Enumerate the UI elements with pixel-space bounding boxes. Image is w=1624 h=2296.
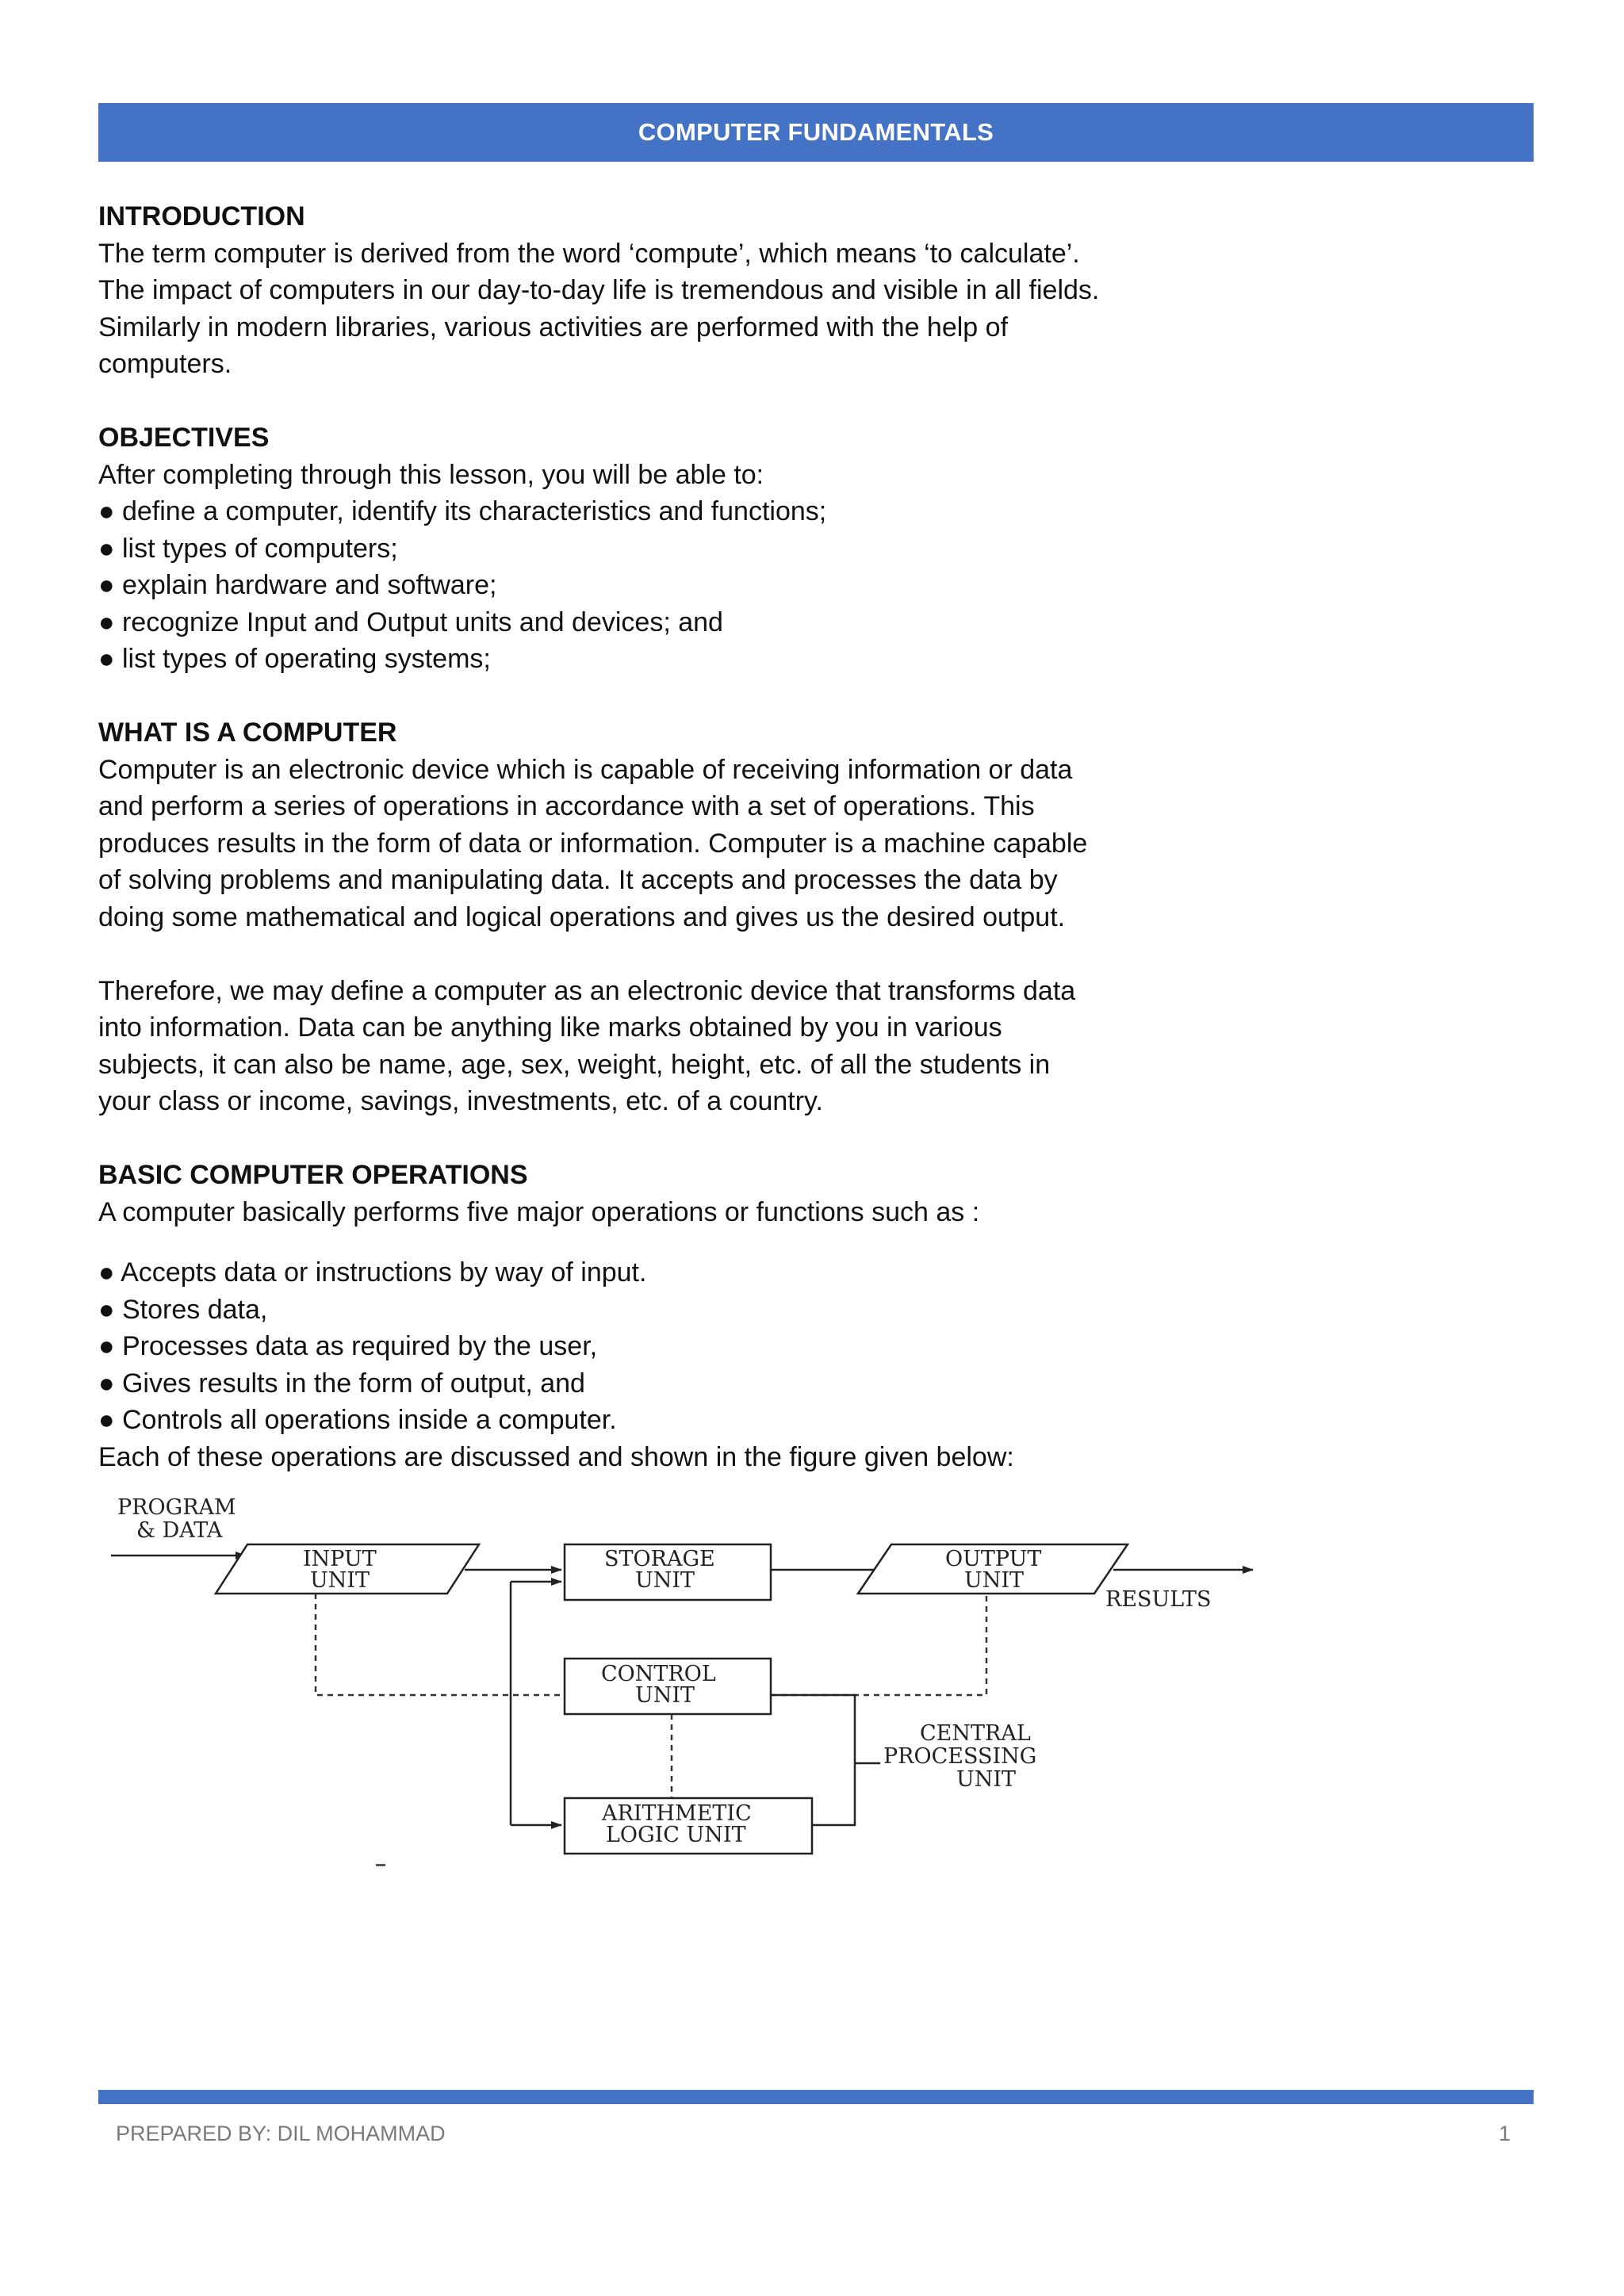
objective-item: ● list types of computers;	[98, 533, 398, 564]
storage-unit-label-2: UNIT	[635, 1568, 695, 1593]
operation-item: ● Processes data as required by the user,	[98, 1331, 598, 1361]
objective-item: ● explain hardware and software;	[98, 570, 497, 600]
paragraph-line: and perform a series of operations in accordance with a set of operations. This	[98, 791, 1035, 821]
operation-item: ● Stores data,	[98, 1294, 268, 1325]
cpu-label-3: UNIT	[956, 1767, 1017, 1792]
section-heading-introduction: INTRODUCTION	[98, 201, 305, 232]
paragraph-line: subjects, it can also be name, age, sex, weight, height, etc. of all the students in	[98, 1049, 1051, 1080]
document-title: COMPUTER FUNDAMENTALS	[638, 118, 994, 146]
operation-item: ● Gives results in the form of output, and	[98, 1368, 585, 1399]
intro-line: Similarly in modern libraries, various activities are performed with the help of	[98, 312, 1009, 342]
results-label: RESULTS	[1105, 1587, 1212, 1612]
page-number: 1	[1499, 2122, 1511, 2145]
intro-line: The impact of computers in our day-to-day life is tremendous and visible in all fields.	[98, 275, 1100, 305]
control-unit-label-2: UNIT	[635, 1683, 695, 1708]
section-heading-basic-operations: BASIC COMPUTER OPERATIONS	[98, 1160, 528, 1190]
objective-item: ● define a computer, identify its characteristics and functions;	[98, 496, 827, 526]
document-body	[98, 198, 1208, 1475]
document-title-bar	[98, 103, 1534, 162]
paragraph-line: Therefore, we may define a computer as an electronic device that transforms data	[98, 975, 1076, 1006]
output-control-dashed-line	[771, 1594, 986, 1695]
paragraph-line: produces results in the form of data or information. Computer is a machine capable	[98, 828, 1088, 859]
data-label: & DATA	[136, 1518, 223, 1543]
footer-author: PREPARED BY: DIL MOHAMMAD	[116, 2122, 446, 2145]
cpu-label-2: PROCESSING	[883, 1744, 1037, 1769]
operation-item: ● Controls all operations inside a computer.	[98, 1405, 617, 1435]
objective-item: ● recognize Input and Output units and devices; and	[98, 607, 723, 637]
input-unit-label: INPUT	[303, 1547, 377, 1571]
basic-ops-lead: A computer basically performs five major operations or functions such as :	[98, 1196, 980, 1227]
intro-line: The term computer is derived from the word ‘compute’, which means ‘to calculate’.	[98, 238, 1080, 269]
computer-organization-diagram	[98, 1490, 1272, 1871]
figure-intro: Each of these operations are discussed and shown in the figure given below:	[98, 1441, 1014, 1472]
paragraph-line: doing some mathematical and logical operations and gives us the desired output.	[98, 901, 1066, 932]
section-heading-objectives: OBJECTIVES	[98, 423, 270, 453]
output-unit-label-2: UNIT	[964, 1568, 1025, 1593]
intro-line: computers.	[98, 349, 232, 379]
control-unit-label: CONTROL	[601, 1662, 716, 1686]
stray-mark	[376, 1864, 385, 1866]
objective-item: ● list types of operating systems;	[98, 644, 491, 674]
paragraph-line: into information. Data can be anything like marks obtained by you in various	[98, 1012, 1002, 1043]
objectives-lead: After completing through this lesson, you will be able to:	[98, 459, 764, 490]
cpu-label: CENTRAL	[920, 1721, 1031, 1746]
paragraph-line: your class or income, savings, investments, etc. of a country.	[98, 1086, 823, 1116]
input-unit-label-2: UNIT	[310, 1568, 370, 1593]
footer-rule	[98, 2090, 1534, 2104]
alu-label-2: LOGIC UNIT	[606, 1823, 746, 1847]
section-heading-what-is-a-computer: WHAT IS A COMPUTER	[98, 718, 397, 748]
output-unit-label: OUTPUT	[945, 1547, 1042, 1571]
paragraph-line: Computer is an electronic device which is capable of receiving information or data	[98, 754, 1073, 785]
operation-item: ● Accepts data or instructions by way of input.	[98, 1257, 647, 1288]
storage-unit-label: STORAGE	[604, 1547, 715, 1571]
alu-label: ARITHMETIC	[602, 1801, 752, 1826]
program-label: PROGRAM	[117, 1495, 236, 1520]
paragraph-line: of solving problems and manipulating data. It accepts and processes the data by	[98, 865, 1058, 895]
input-control-dashed-line	[316, 1594, 565, 1695]
